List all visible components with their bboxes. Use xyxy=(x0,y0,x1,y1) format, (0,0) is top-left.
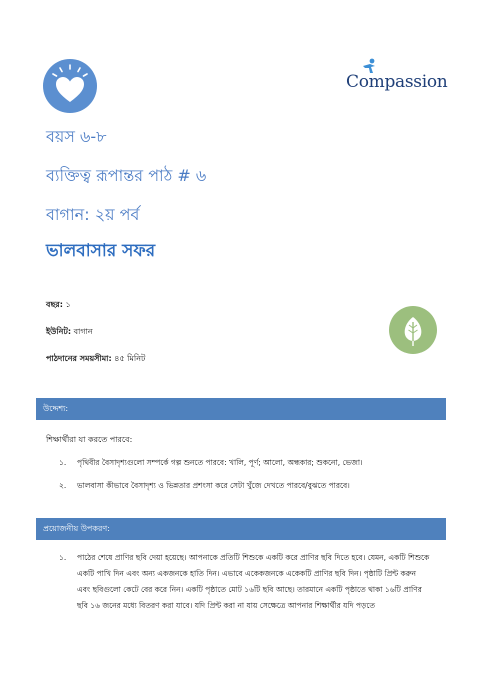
time-label: পাঠদানের সময়সীমা: xyxy=(46,354,112,363)
leaf-icon xyxy=(389,306,437,354)
heart-logo-icon xyxy=(43,59,97,113)
objectives-header-bar xyxy=(36,398,446,420)
list-number: ১. xyxy=(59,458,67,467)
list-text: পাঠের শেষে প্রাণির ছবি দেয়া হয়েছে। আপনাকে প্রতিটি শিশুকে একটি করে প্রাণির ছবি দিতে হবে। যেমন, একটি শিশুকে একটি পাখি দিন এবং অন্য একজনকে হাতি দিন। এভাবে একেকজনকে একেকটি প্রাণির ছবি দিন। পৃষ্ঠাটি প্রিন্ট করুন এবং ছবিগুলো কেটে বের করে নিন। একটি পৃষ্ঠাতে মোট ১৬টি ছবি আছে। তারমানে একটি পৃষ্ঠাতে থাকা ১৬টি প্রাণির ছবি ১৬ জনের মধ্যে বিতরণ করা যাবে। যদি প্রিন্ট করা না যায় সেক্ষেত্রে আপনার শিক্ষার্থীর যদি পড়তে xyxy=(77,553,430,610)
objectives-intro: শিক্ষার্থীরা যা করতে পারবে: xyxy=(46,435,133,444)
unit-label: ইউনিট: xyxy=(46,327,72,336)
page-title: ভালবাসার সফর xyxy=(46,241,156,261)
list-number: ১. xyxy=(59,553,67,562)
year-value: ১ xyxy=(65,300,71,309)
list-text: ভালবাসা কীভাবে বৈসাদৃশ্য ও ভিন্নতার প্রশংসা করে সেটা খুঁজে দেখতে পারবে/বুঝতে পারবে। xyxy=(77,481,350,490)
list-number: ২. xyxy=(59,481,67,490)
garden-heading: বাগান: ২য় পর্ব xyxy=(46,205,140,224)
lesson-heading: ব্যক্তিত্ব রূপান্তর পাঠ # ৬ xyxy=(46,166,207,185)
age-heading: বয়স ৬-৮ xyxy=(46,127,107,146)
year-line xyxy=(46,299,71,312)
time-line xyxy=(46,353,145,366)
unit-line xyxy=(46,326,93,339)
materials-header-bar xyxy=(36,518,446,540)
compassion-logo xyxy=(346,58,446,98)
time-value: ৪৫ মিনিট xyxy=(114,354,146,363)
list-text: পৃথিবীর বৈসাদৃশ্যগুলো সম্পর্কে গল্প শুনতে পারবে: খালি, পূর্ণ; আলো, অন্ধকার; শুকনো, ভেজা। xyxy=(77,458,363,467)
logo-text: Compassion xyxy=(346,72,448,92)
year-label: বছর: xyxy=(46,300,63,309)
materials-heading: প্রয়োজনীয় উপকরণ: xyxy=(43,524,110,533)
objectives-heading: উদ্দেশ্য: xyxy=(43,404,69,413)
unit-value: বাগান xyxy=(73,327,93,336)
